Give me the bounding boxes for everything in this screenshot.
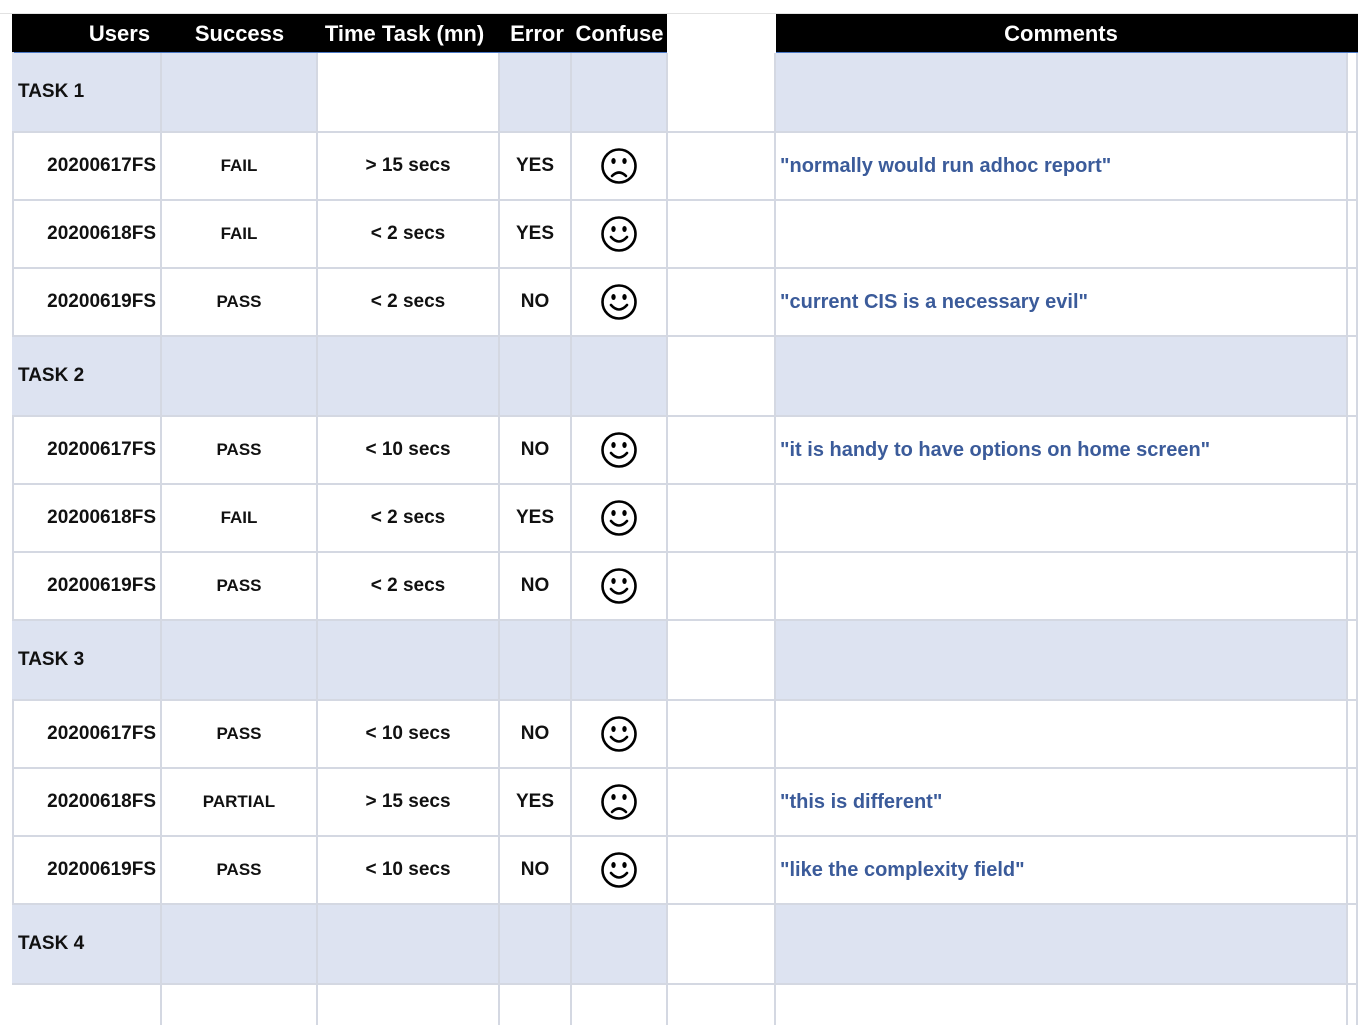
happy-face-icon	[600, 283, 638, 321]
table-cell[interactable]	[668, 985, 776, 1025]
confuse-cell[interactable]	[572, 269, 668, 337]
user-id-cell[interactable]: 20200617FS	[12, 133, 162, 201]
table-cell[interactable]	[1348, 769, 1358, 837]
confuse-cell[interactable]	[572, 485, 668, 553]
user-id-cell[interactable]: 20200617FS	[12, 417, 162, 485]
table-cell[interactable]	[500, 905, 572, 985]
comment-cell[interactable]	[776, 553, 1348, 621]
confuse-cell[interactable]	[572, 201, 668, 269]
happy-face-icon	[600, 567, 638, 605]
error-cell[interactable]: NO	[500, 837, 572, 905]
success-cell[interactable]: PASS	[162, 269, 318, 337]
happy-face-icon	[600, 715, 638, 753]
comment-cell[interactable]	[776, 701, 1348, 769]
user-id-cell[interactable]: 20200618FS	[12, 769, 162, 837]
table-cell[interactable]	[162, 905, 318, 985]
table-cell[interactable]	[162, 53, 318, 133]
table-cell[interactable]	[668, 485, 776, 553]
table-cell[interactable]	[318, 905, 500, 985]
table-cell[interactable]	[668, 621, 776, 701]
comment-cell[interactable]	[776, 201, 1348, 269]
table-cell[interactable]	[572, 621, 668, 701]
table-cell[interactable]	[318, 53, 500, 133]
table-cell[interactable]	[1348, 485, 1358, 553]
table-row	[12, 417, 1358, 485]
error-cell[interactable]: YES	[500, 133, 572, 201]
table-row	[12, 269, 1358, 337]
table-cell[interactable]	[1348, 985, 1358, 1025]
sad-face-icon	[600, 783, 638, 821]
header-comments-bar	[776, 14, 1358, 55]
table-cell[interactable]	[318, 621, 500, 701]
time-cell[interactable]: < 2 secs	[318, 269, 500, 337]
time-cell[interactable]: < 10 secs	[318, 837, 500, 905]
table-cell[interactable]	[1348, 837, 1358, 905]
confuse-cell[interactable]	[572, 553, 668, 621]
table-cell[interactable]	[1348, 417, 1358, 485]
header-confuse[interactable]: Confuse	[575, 21, 664, 46]
table-cell[interactable]	[776, 985, 1348, 1025]
header-bar	[12, 14, 667, 55]
error-cell[interactable]: YES	[500, 201, 572, 269]
table-cell[interactable]	[1348, 701, 1358, 769]
task-label[interactable]: TASK 4	[12, 905, 162, 985]
success-cell[interactable]: PASS	[162, 553, 318, 621]
happy-face-icon	[600, 215, 638, 253]
table-cell[interactable]	[1348, 201, 1358, 269]
table-cell[interactable]	[162, 621, 318, 701]
table-cell[interactable]	[572, 53, 668, 133]
header-error[interactable]: Error	[510, 21, 564, 46]
table-cell[interactable]	[162, 337, 318, 417]
time-cell[interactable]: < 2 secs	[318, 485, 500, 553]
table-cell[interactable]	[668, 417, 776, 485]
table-row	[12, 133, 1358, 201]
table-cell[interactable]	[162, 985, 318, 1025]
header-comments[interactable]: Comments	[1004, 21, 1118, 46]
table-cell[interactable]	[572, 337, 668, 417]
table-cell[interactable]	[1348, 53, 1358, 133]
table-cell[interactable]	[776, 337, 1348, 417]
comment-cell[interactable]	[776, 485, 1348, 553]
table-row	[12, 837, 1358, 905]
table-cell[interactable]	[500, 337, 572, 417]
confuse-cell[interactable]	[572, 701, 668, 769]
comment-cell[interactable]: "it is handy to have options on home screen"	[776, 417, 1348, 485]
table-cell[interactable]	[1348, 905, 1358, 985]
task-label[interactable]: TASK 2	[12, 337, 162, 417]
success-cell[interactable]: PASS	[162, 837, 318, 905]
comment-cell[interactable]: "current CIS is a necessary evil"	[776, 269, 1348, 337]
user-id-cell[interactable]: 20200619FS	[12, 269, 162, 337]
error-cell[interactable]: NO	[500, 553, 572, 621]
table-cell[interactable]	[318, 985, 500, 1025]
confuse-cell[interactable]	[572, 133, 668, 201]
table-cell[interactable]	[500, 53, 572, 133]
user-id-cell[interactable]: 20200618FS	[12, 201, 162, 269]
table-cell[interactable]	[1348, 337, 1358, 417]
table-cell[interactable]	[318, 337, 500, 417]
comment-cell[interactable]: "normally would run adhoc report"	[776, 133, 1348, 201]
table-cell[interactable]	[1348, 621, 1358, 701]
time-cell[interactable]: < 10 secs	[318, 417, 500, 485]
table-cell[interactable]	[668, 837, 776, 905]
table-cell[interactable]	[572, 905, 668, 985]
success-cell[interactable]: FAIL	[162, 201, 318, 269]
table-cell[interactable]	[500, 985, 572, 1025]
table-cell[interactable]	[1348, 269, 1358, 337]
task-label[interactable]: TASK 3	[12, 621, 162, 701]
table-cell[interactable]	[776, 905, 1348, 985]
table-cell[interactable]	[572, 985, 668, 1025]
error-cell[interactable]: NO	[500, 701, 572, 769]
success-cell[interactable]: PASS	[162, 701, 318, 769]
error-cell[interactable]: YES	[500, 485, 572, 553]
confuse-cell[interactable]	[572, 769, 668, 837]
table-cell[interactable]	[12, 985, 162, 1025]
sad-face-icon	[600, 147, 638, 185]
confuse-cell[interactable]	[572, 837, 668, 905]
table-cell[interactable]	[668, 53, 776, 133]
table-cell[interactable]	[668, 769, 776, 837]
table-row	[12, 769, 1358, 837]
time-cell[interactable]: < 2 secs	[318, 201, 500, 269]
table-cell[interactable]	[668, 133, 776, 201]
table-cell[interactable]	[1348, 553, 1358, 621]
happy-face-icon	[600, 851, 638, 889]
task-header-row	[12, 621, 1358, 701]
happy-face-icon	[600, 431, 638, 469]
error-cell[interactable]: YES	[500, 769, 572, 837]
comment-cell[interactable]: "this is different"	[776, 769, 1348, 837]
error-cell[interactable]: NO	[500, 269, 572, 337]
table-cell[interactable]	[776, 621, 1348, 701]
success-cell[interactable]: FAIL	[162, 133, 318, 201]
table-cell[interactable]	[668, 701, 776, 769]
table-cell[interactable]	[1348, 133, 1358, 201]
user-id-cell[interactable]: 20200617FS	[12, 701, 162, 769]
table-row	[12, 553, 1358, 621]
table-row	[12, 485, 1358, 553]
table-cell[interactable]	[668, 905, 776, 985]
table-cell[interactable]	[776, 53, 1348, 133]
task-header-row	[12, 905, 1358, 985]
time-cell[interactable]: > 15 secs	[318, 133, 500, 201]
comment-cell[interactable]: "like the complexity field"	[776, 837, 1348, 905]
success-cell[interactable]: PASS	[162, 417, 318, 485]
user-id-cell[interactable]: 20200619FS	[12, 837, 162, 905]
header-time-task[interactable]: Time Task (mn)	[324, 21, 485, 46]
header-users[interactable]: Users	[88, 21, 151, 46]
task-label[interactable]: TASK 1	[12, 53, 162, 133]
confuse-cell[interactable]	[572, 417, 668, 485]
time-cell[interactable]: < 2 secs	[318, 553, 500, 621]
table-cell[interactable]	[668, 553, 776, 621]
time-cell[interactable]: > 15 secs	[318, 769, 500, 837]
time-cell[interactable]: < 10 secs	[318, 701, 500, 769]
table-cell[interactable]	[668, 269, 776, 337]
header-success[interactable]: Success	[194, 21, 285, 46]
table-cell[interactable]	[668, 201, 776, 269]
table-cell[interactable]	[500, 621, 572, 701]
table-row	[12, 201, 1358, 269]
table-row	[12, 701, 1358, 769]
success-cell[interactable]: PARTIAL	[162, 769, 318, 837]
success-cell[interactable]: FAIL	[162, 485, 318, 553]
user-id-cell[interactable]: 20200618FS	[12, 485, 162, 553]
table-cell[interactable]	[668, 337, 776, 417]
error-cell[interactable]: NO	[500, 417, 572, 485]
task-header-row	[12, 337, 1358, 417]
table-row	[12, 985, 1358, 1025]
happy-face-icon	[600, 499, 638, 537]
task-header-row	[12, 53, 1358, 133]
user-id-cell[interactable]: 20200619FS	[12, 553, 162, 621]
